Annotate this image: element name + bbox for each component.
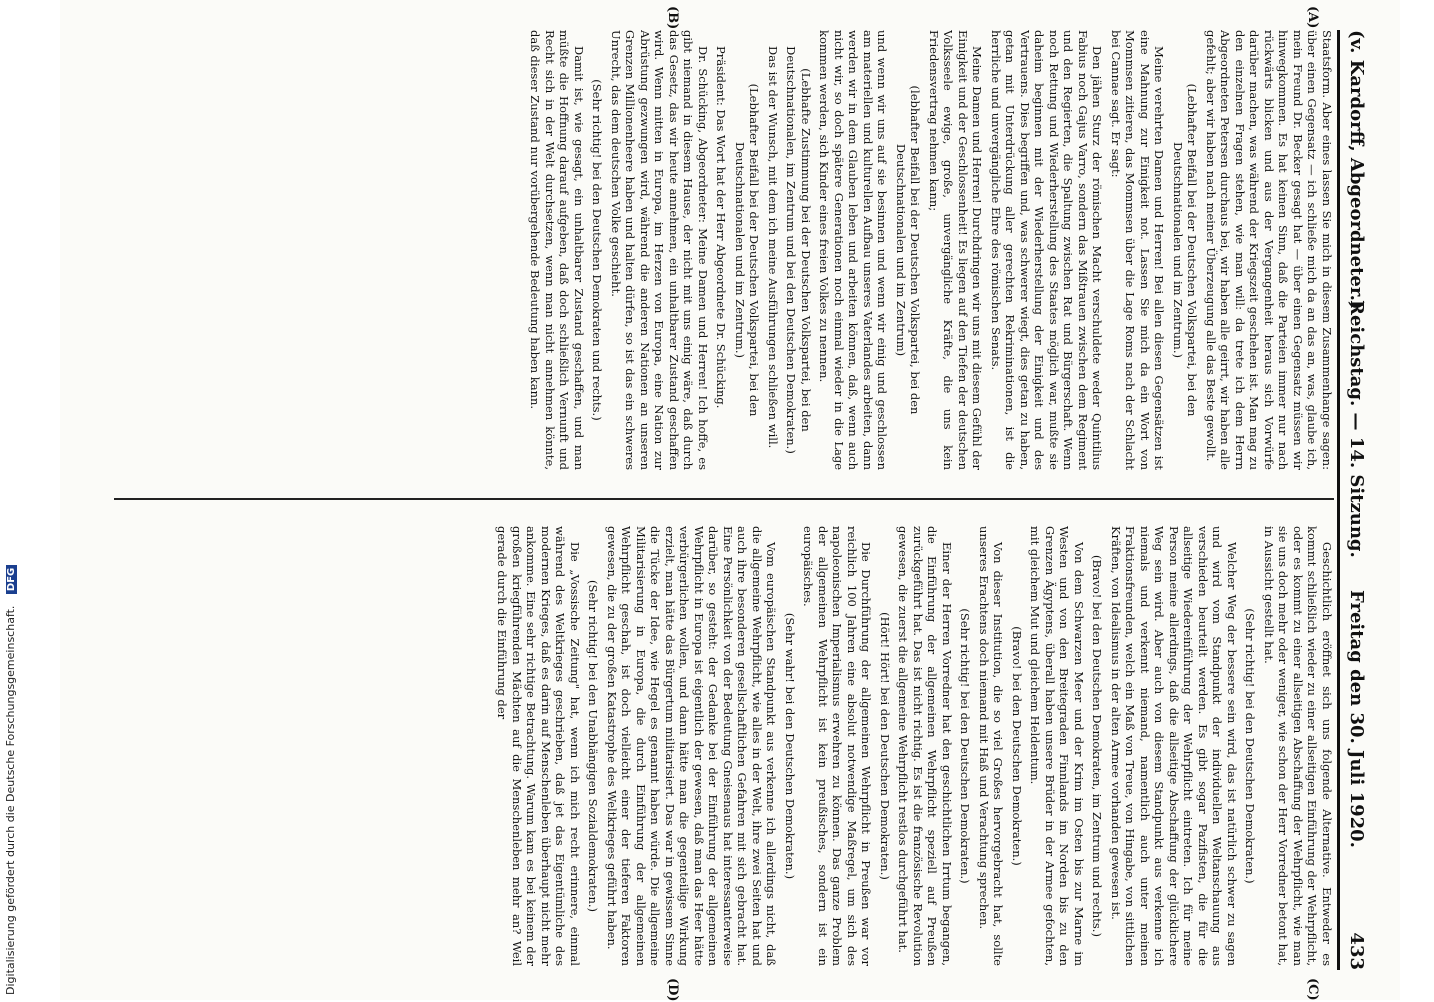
interjection: (Sehr richtig! bei den Deutschen Demokraten.) [1243, 608, 1258, 884]
header-date: Freitag den 30. Juli 1920. [1346, 590, 1367, 848]
quotation: Den jähen Sturz der römischen Macht verschuldete weder Quintilius Fabius noch Gajus Varro, sondern das Mißtrauen zwischen dem Regiment und den Regierten, die Spaltung zwischen Rat und Bürgerschaft. Wenn noch Rettung und Wiederherstellung des Staates möglich war, mußte sie daheim beginnen mit der Wiederherstellung der Einigkeit und des Vertrauens. Dies begriffen und, was schwerer wiegt, dies getan zu haben, getan mit Unterdrückung aller gerechten Rekriminationen, ist die herrliche und unvergängliche Ehre des römischen Senats. [989, 30, 1105, 470]
header-speaker: (v. Kardorff, Abgeordneter.) [1346, 30, 1367, 310]
interjection: (Sehr richtig! bei den Deutschen Demokraten.) [958, 608, 973, 884]
right-text-column [94, 526, 1334, 966]
column-divider [114, 498, 1334, 500]
header-session: Reichstag. — 14. Sitzung. [1346, 300, 1367, 558]
paragraph: Meine verehrten Damen und Herren! Bei allen diesen Gegensätzen ist eine Mahnung zur Einigkeit not. Lassen Sie mich da ein Wort von Mommsen zitieren, das Mommsen über die Lage Roms nach der Schlacht bei Cannae sagt. Er sagt: [1109, 30, 1167, 470]
paragraph: Welcher Weg der bessere sein wird, das ist natürlich schwer zu sagen und wird vom Standpunkt der individuellen Weltanschauung aus verschieden beurteilt werden. Es gibt sogar Pazifisten, die für die allseitige Wiedereinführung der Wehrpflicht eintreten. Ich für meine Person meine allerdings, daß die allseitige Abschaffung der glücklichere Weg sein wird. Aber auch von diesem Standpunkt aus verkenne ich niemals und verkennt niemand, namentlich auch unter meinen Fraktionsfreunden, welch ein Maß von Treue, von Hingabe, von sittlichen Kräften, von Idealismus in der alten Armee vorhanden gewesen ist. [1109, 526, 1239, 966]
paragraph: Präsident: Das Wort hat der Herr Abgeordnete Dr. Schücking. [714, 46, 729, 409]
interjection: (Sehr richtig! bei den Unabhängigen Sozialdemokraten.) [586, 579, 601, 913]
page-header [1337, 30, 1380, 970]
paragraph: Von dem Schwarzen Meer und der Krim im Osten bis zur Marne im Westen und von den Breitegraden Finnlands im Norden bis zu den Grenzen Ägyptens, überall haben unsere Brüder in der Armee gefochten, mit gleichem Mut und gleichem Heldentum. [1028, 526, 1086, 966]
margin-letter-a: (A) [1305, 6, 1320, 29]
interjection: (Bravo! bei den Deutschen Demokraten.) [1010, 626, 1024, 866]
interjection: (Lebhafter Beifall bei der Deutschen Volkspartei, bei den Deutschnationalen und im Zentrum.) [733, 83, 762, 417]
paragraph: Dr. Schücking, Abgeordneter: Meine Damen und Herren! Ich hoffe, es gibt niemand in diesem Hause, der nicht mit uns einig wäre, daß durch das Gesetz, das wir heute annehmen, ein unhaltbarer Zustand geschaffen wird. Wenn mitten in Europa, im Herzen von Europa, eine Nation zur Abrüstung gezwungen wird, während die anderen Nationen an unseren Grenzen Millionenheere haben und halten dürfen, so ist das ein schweres Unrecht, das dem deutschen Volke geschieht. [609, 30, 710, 470]
paragraph: Die Durchführung der allgemeinen Wehrpflicht in Preußen war vor reichlich 100 Jahren eine absolut notwendige Maßregel, um sich des napoleonischen Imperialismus erwehren zu können. Das ganze Problem der allgemeinen Wehrpflicht ist kein preußisches, sondern ist ein europäisches. [801, 526, 874, 966]
left-text-column [94, 30, 1334, 470]
paragraph: und wenn wir uns auf sie besinnen und wenn wir einig und geschlossen am materiellen und kulturellen Aufbau unseres Vaterlandes arbeiten, dann werden wir in dem Glauben leben und arbeiten können, daß, wenn auch nicht wir, so doch spätere Generationen noch einmal wieder in die Lage kommen werden, sich Kinder eines freien Volkes zu nennen. [817, 30, 890, 470]
dfg-logo: DFG [6, 565, 17, 594]
paragraph: Geschichtlich eröffnet sich uns folgende Alternative. Entweder es kommt schließlich wieder zu einer allseitigen Einführung der Wehrpflicht, oder es kommt zu einer allseitigen Abschaffung der Wehrpflicht, wie man sie uns doch mehr oder weniger, wie schon der Herr Vorredner betont hat, in Aussicht gestellt hat. [1262, 526, 1334, 966]
page-number: 433 [1346, 932, 1367, 970]
interjection: (lebhafter Beifall bei der Deutschen Volkspartei, bei den Deutschnationalen und im Zentrum) [894, 85, 923, 415]
paragraph: Meine Damen und Herren! Durchdringen wir uns mit diesem Gefühl der Einigkeit und der Geschlossenheit! Es liegen auf den Tiefen der deutschen Volksseele ewige, große, unvergängliche Kräfte, die uns kein Friedensvertrag nehmen kann; [927, 30, 985, 470]
paragraph: Von dieser Institution, die so viel Großes hervorgebracht hat, sollte unseres Erachtens doch niemand mit Haß und Verachtung sprechen. [977, 526, 1006, 966]
credit-text: Digitalisierung gefördert durch die Deutsche Forschungsgemeinschaft. [4, 605, 17, 995]
paragraph: Einer der Herren Vorredner hat den geschichtlichen Irrtum begangen, die Einführung der allgemeinen Wehrpflicht speziell auf Preußen zurückgeführt hat. Das ist nicht richtig. Es ist die französische Revolution gewesen, die zuerst die allgemeine Wehrpflicht restlos durchgeführt hat. [896, 526, 954, 966]
paragraph: Die „Vossische Zeitung" hat, wenn ich mich recht erinnere, einmal während des Weltkrieges geschrieben, daß jet das Eigentümliche des modernen Krieges, daß es darin auf Menschenleben überhaupt nicht mehr ankomme. Eine sehr richtige Betrachtung. Warum kam es bei keinem der großen kriegführenden Mächten auf die Menschenleben mehr an? Weil gerade durch die Einführung der [495, 526, 582, 966]
interjection: (Bravo! bei den Deutschen Demokraten, im Zentrum und rechts.) [1090, 555, 1105, 937]
scanned-page [60, 0, 1400, 1000]
interjection: (Sehr wahr! bei den Deutschen Demokraten.) [783, 612, 797, 880]
margin-letter-c: (C) [1305, 978, 1320, 1001]
paragraph: Damit ist, wie gesagt, ein unhaltbarer Zustand geschaffen, und man müßte die Hoffnung darauf aufgeben, daß doch schließlich Vernunft und Recht sich in der Welt durchsetzen, wenn man nicht annehmen könnte, daß dieser Zustand nur vorübergehende Bedeutung haben kann. [528, 30, 586, 470]
margin-letter-b: (B) [665, 6, 680, 30]
interjection: (Lebhafter Beifall bei der Deutschen Volkspartei, bei den Deutschnationalen und im Zentrum.) [1171, 83, 1200, 417]
paragraph: Das ist der Wunsch, mit dem ich meine Ausführungen schließen will. [766, 46, 780, 449]
interjection: (Sehr richtig! bei den Deutschen Demokraten und rechts.) [590, 79, 605, 421]
interjection: (Lebhafte Zustimmung bei der Deutschen Volkspartei, bei den Deutschnationalen, im Zentrum und bei den Deutschen Demokraten.) [784, 46, 813, 454]
digitization-credit [4, 0, 20, 995]
margin-letter-d: (D) [665, 978, 680, 1002]
interjection: (Hört! Hört! bei den Deutschen Demokraten.) [878, 612, 892, 880]
paragraph: Staatsform. Aber eines lassen Sie mich in diesem Zusammenhange sagen: über einen Gegensatz — ich schließe mich da an das an, was, glaube ich, mein Freund Dr. Becker gesagt hat — über einen Gegensatz müssen wir hinwegkommen. Es hat keinen Sinn, daß die Parteien immer nur nach rückwärts blicken und aus der Vergangenheit heraus sich Vorwürfe darüber machen, was während der Kriegszeit geschehen ist. Man mag zu den einzelnen Fragen stehen, wie man will: da trete ich dem Herrn Abgeordneten Petersen durchaus bei, wir haben alle geirrt, wir haben alle gefehlt; aber wir haben nach meiner Überzeugung alle das Beste gewollt. [1204, 30, 1334, 470]
paragraph: Vom europäischen Standpunkt aus verkenne ich allerdings nicht, daß die allgemeine Wehrpflicht, wie alles in der Welt, ihre zwei Seiten hat und auch ihre besonderen gesellschaftlichen Gefahren mit sich gebracht hat. Eine Persönlichkeit von der Bedeutung Gneisenaus hat interessanterweise darüber, so gesteht: der Gedanke bei der Einführung der allgemeinen Wehrpflicht in Europa ist eigentlich der gewesen, daß man das Heer hätte verbürgerlichen wollen, und dann hätte man die gegenteilige Wirkung erzielt, man hätte das Bürgertum militarisiert. Das war in gewissem Sinne die Tücke der Idee, wie Hegel es genannt haben würde. Die allgemeine Militarisierung in Europa, die durch Einführung der allgemeinen Wehrpflicht geschah, ist doch vielleicht einer der tieferen Faktoren gewesen, die zu der großen Katastrophe des Weltkrieges geführt haben. [605, 526, 779, 966]
